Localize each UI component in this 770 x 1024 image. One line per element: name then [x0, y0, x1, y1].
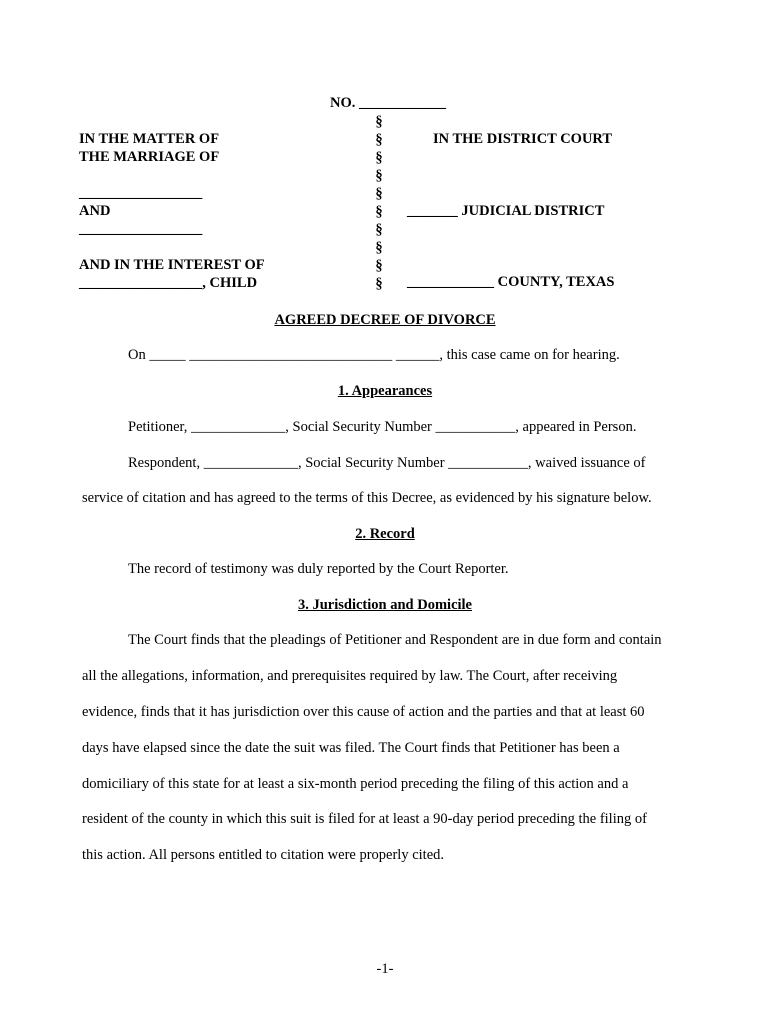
jurisdiction-line: all the allegations, information, and prerequisites required by law. The Court, after receiving [82, 668, 618, 684]
section-sign: § [375, 168, 383, 184]
caption-party-blank-2: _________________ [79, 221, 203, 237]
caption-judicial-district: _______ JUDICIAL DISTRICT [407, 203, 605, 219]
appearances-heading: 1. Appearances [337, 383, 433, 399]
section-sign: § [375, 132, 383, 148]
hearing-line: On _____ ____________________________ ______, this case came on for hearing. [128, 347, 620, 363]
jurisdiction-line: The Court finds that the pleadings of Petitioner and Respondent are in due form and contain [128, 632, 662, 648]
section-sign: § [375, 114, 383, 130]
section-sign: § [375, 276, 383, 292]
record-text: The record of testimony was duly reported by the Court Reporter. [128, 561, 509, 577]
jurisdiction-heading: 3. Jurisdiction and Domicile [297, 597, 472, 613]
section-sign: § [375, 204, 383, 220]
case-number-line: NO. ____________ [330, 95, 446, 111]
respondent-line-2: service of citation and has agreed to the terms of this Decree, as evidenced by his signature below. [82, 490, 652, 506]
jurisdiction-line: days have elapsed since the date the suit was filed. The Court finds that Petitioner has been a [82, 740, 620, 756]
caption-child: _________________, CHILD [79, 275, 258, 291]
petitioner-line: Petitioner, _____________, Social Security Number ___________, appeared in Person. [128, 419, 637, 435]
jurisdiction-line: domiciliary of this state for at least a six-month period preceding the filing of this action and a [82, 776, 629, 792]
respondent-line-1: Respondent, _____________, Social Security Number ___________, waived issuance of [128, 455, 646, 471]
caption-district-court: IN THE DISTRICT COURT [433, 131, 613, 147]
record-heading: 2. Record [355, 526, 415, 542]
page-number: -1- [376, 961, 394, 977]
caption-county: ____________ COUNTY, TEXAS [407, 274, 615, 290]
caption-matter-of: IN THE MATTER OF [79, 131, 220, 147]
section-sign: § [375, 150, 383, 166]
section-sign: § [375, 258, 383, 274]
caption-party-blank-1: _________________ [79, 185, 203, 201]
jurisdiction-line: evidence, finds that it has jurisdiction over this cause of action and the parties and that at least 60 [82, 704, 645, 720]
jurisdiction-line: resident of the county in which this suit is filed for at least a 90-day period preceding the filing of [82, 811, 647, 827]
section-sign: § [375, 186, 383, 202]
document-title: AGREED DECREE OF DIVORCE [274, 312, 496, 328]
caption-and: AND [79, 203, 111, 219]
jurisdiction-line: this action. All persons entitled to citation were properly cited. [82, 847, 445, 863]
caption-interest-of: AND IN THE INTEREST OF [79, 257, 265, 273]
section-sign: § [375, 222, 383, 238]
caption-marriage-of: THE MARRIAGE OF [79, 149, 220, 165]
section-sign: § [375, 240, 383, 256]
